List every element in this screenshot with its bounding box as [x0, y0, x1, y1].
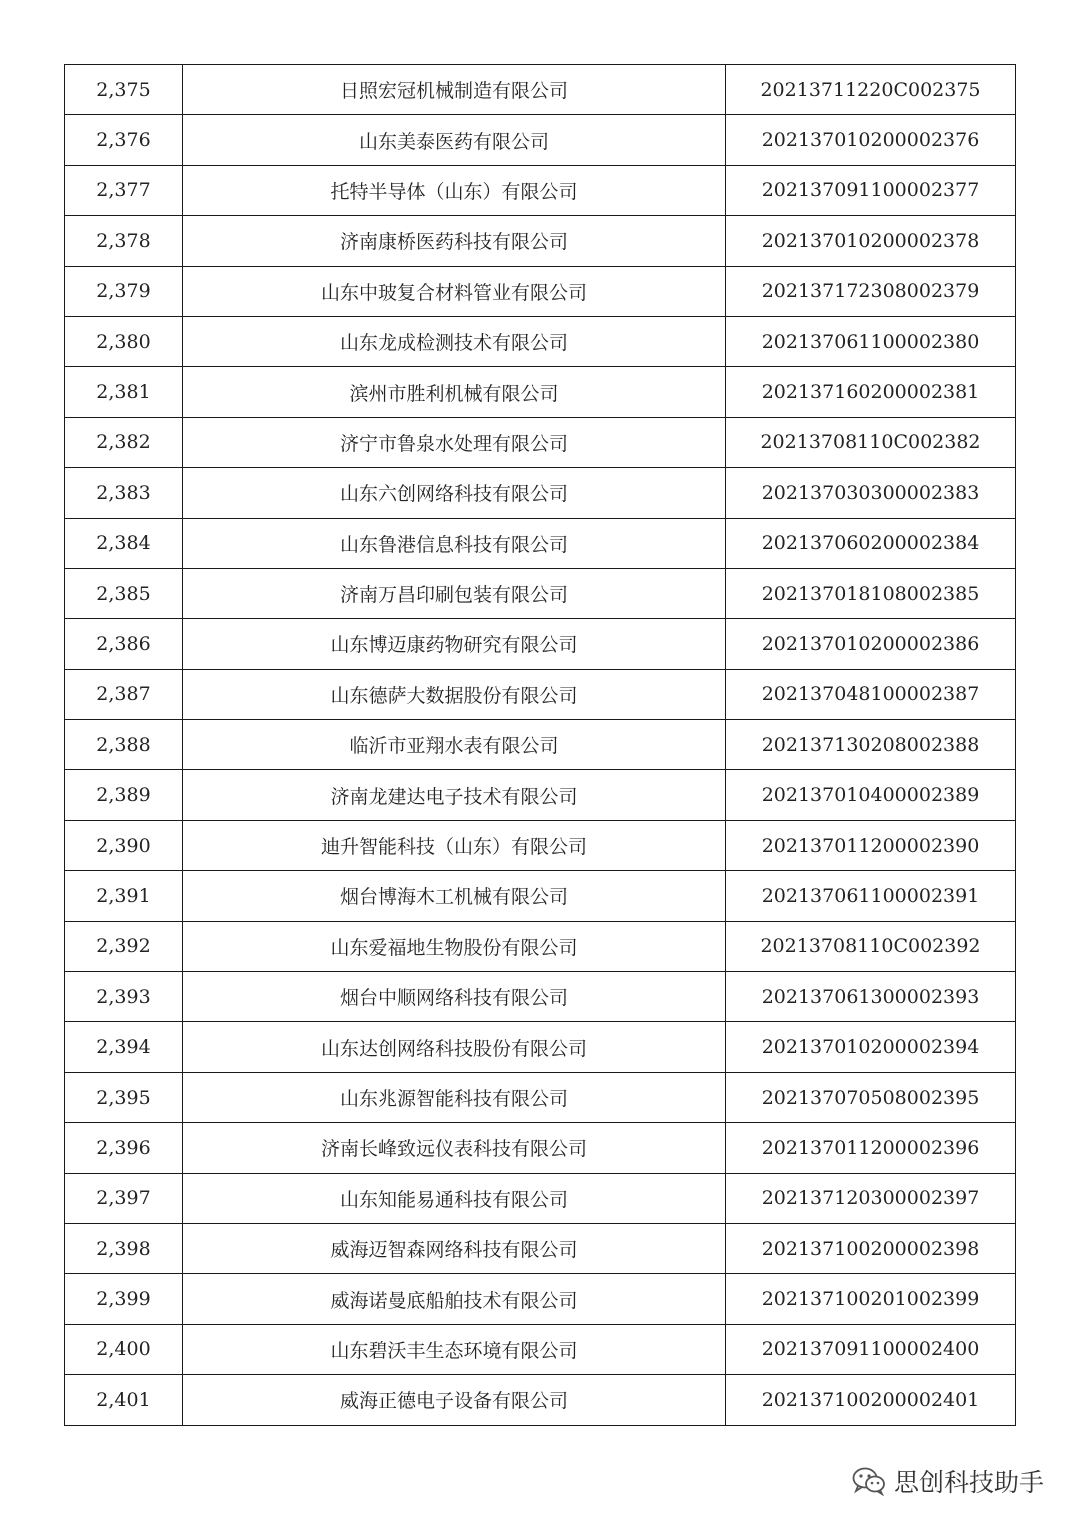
- registration-code-cell: 202137060200002384: [726, 518, 1016, 568]
- seq-cell: 2,375: [65, 65, 183, 115]
- registration-code-cell: 202137018108002385: [726, 568, 1016, 618]
- table-row: [65, 417, 1016, 467]
- registration-code-cell: 202137100200002398: [726, 1223, 1016, 1273]
- registration-code-cell: 202137100200002401: [726, 1375, 1016, 1425]
- company-name-cell: 济南康桥医药科技有限公司: [183, 216, 726, 266]
- seq-cell: 2,381: [65, 367, 183, 417]
- registration-code-cell: 202137011200002396: [726, 1123, 1016, 1173]
- company-name-cell: 山东鲁港信息科技有限公司: [183, 518, 726, 568]
- wechat-watermark: [852, 1463, 1044, 1499]
- company-name-cell: 山东龙成检测技术有限公司: [183, 316, 726, 366]
- seq-cell: 2,394: [65, 1022, 183, 1072]
- seq-cell: 2,391: [65, 871, 183, 921]
- table-row: [65, 720, 1016, 770]
- seq-cell: 2,387: [65, 669, 183, 719]
- company-name-cell: 滨州市胜利机械有限公司: [183, 367, 726, 417]
- registration-code-cell: 202137160200002381: [726, 367, 1016, 417]
- table-row: [65, 1274, 1016, 1324]
- registration-code-cell: 202137010400002389: [726, 770, 1016, 820]
- company-registry-table: [64, 64, 1016, 1426]
- table-row: [65, 518, 1016, 568]
- company-name-cell: 山东爱福地生物股份有限公司: [183, 921, 726, 971]
- company-name-cell: 山东德萨大数据股份有限公司: [183, 669, 726, 719]
- table-row: [65, 1324, 1016, 1374]
- registration-code-cell: 202137070508002395: [726, 1072, 1016, 1122]
- company-name-cell: 山东美泰医药有限公司: [183, 115, 726, 165]
- seq-cell: 2,388: [65, 720, 183, 770]
- company-name-cell: 山东达创网络科技股份有限公司: [183, 1022, 726, 1072]
- registration-code-cell: 202137048100002387: [726, 669, 1016, 719]
- table-row: [65, 820, 1016, 870]
- company-name-cell: 山东知能易通科技有限公司: [183, 1173, 726, 1223]
- company-name-cell: 济南万昌印刷包装有限公司: [183, 568, 726, 618]
- registration-code-cell: 202137120300002397: [726, 1173, 1016, 1223]
- company-name-cell: 托特半导体（山东）有限公司: [183, 165, 726, 215]
- seq-cell: 2,382: [65, 417, 183, 467]
- registration-code-cell: 202137091100002400: [726, 1324, 1016, 1374]
- company-name-cell: 山东六创网络科技有限公司: [183, 468, 726, 518]
- table-row: [65, 1375, 1016, 1425]
- seq-cell: 2,377: [65, 165, 183, 215]
- registration-code-cell: 202137061100002380: [726, 316, 1016, 366]
- company-name-cell: 济南龙建达电子技术有限公司: [183, 770, 726, 820]
- company-name-cell: 烟台博海木工机械有限公司: [183, 871, 726, 921]
- table-row: [65, 669, 1016, 719]
- seq-cell: 2,395: [65, 1072, 183, 1122]
- seq-cell: 2,396: [65, 1123, 183, 1173]
- table-row: [65, 1022, 1016, 1072]
- seq-cell: 2,392: [65, 921, 183, 971]
- table-row: [65, 1173, 1016, 1223]
- table-row: [65, 568, 1016, 618]
- company-name-cell: 日照宏冠机械制造有限公司: [183, 65, 726, 115]
- table-row: [65, 468, 1016, 518]
- registration-code-cell: 202137061100002391: [726, 871, 1016, 921]
- seq-cell: 2,397: [65, 1173, 183, 1223]
- table-row: [65, 115, 1016, 165]
- seq-cell: 2,384: [65, 518, 183, 568]
- seq-cell: 2,400: [65, 1324, 183, 1374]
- wechat-icon: [852, 1466, 886, 1496]
- registration-code-cell: 202137130208002388: [726, 720, 1016, 770]
- table-row: [65, 871, 1016, 921]
- registration-code-cell: 202137010200002386: [726, 619, 1016, 669]
- table-row: [65, 1123, 1016, 1173]
- registration-code-cell: 202137061300002393: [726, 972, 1016, 1022]
- table-row: [65, 921, 1016, 971]
- table-row: [65, 165, 1016, 215]
- seq-cell: 2,399: [65, 1274, 183, 1324]
- registration-code-cell: 202137010200002394: [726, 1022, 1016, 1072]
- seq-cell: 2,389: [65, 770, 183, 820]
- table-body: [65, 65, 1016, 1426]
- seq-cell: 2,393: [65, 972, 183, 1022]
- registration-code-cell: 202137030300002383: [726, 468, 1016, 518]
- registration-code-cell: 202137091100002377: [726, 165, 1016, 215]
- seq-cell: 2,378: [65, 216, 183, 266]
- table-row: [65, 367, 1016, 417]
- company-name-cell: 迪升智能科技（山东）有限公司: [183, 820, 726, 870]
- table-row: [65, 316, 1016, 366]
- seq-cell: 2,379: [65, 266, 183, 316]
- company-name-cell: 烟台中顺网络科技有限公司: [183, 972, 726, 1022]
- company-name-cell: 山东碧沃丰生态环境有限公司: [183, 1324, 726, 1374]
- company-name-cell: 山东兆源智能科技有限公司: [183, 1072, 726, 1122]
- seq-cell: 2,383: [65, 468, 183, 518]
- registration-code-cell: 202137010200002376: [726, 115, 1016, 165]
- registration-code-cell: 20213708110C002382: [726, 417, 1016, 467]
- table-row: [65, 1072, 1016, 1122]
- registration-code-cell: 20213708110C002392: [726, 921, 1016, 971]
- table-row: [65, 65, 1016, 115]
- seq-cell: 2,401: [65, 1375, 183, 1425]
- registration-code-cell: 202137010200002378: [726, 216, 1016, 266]
- table-row: [65, 972, 1016, 1022]
- seq-cell: 2,385: [65, 568, 183, 618]
- company-name-cell: 济宁市鲁泉水处理有限公司: [183, 417, 726, 467]
- seq-cell: 2,398: [65, 1223, 183, 1273]
- registration-code-cell: 202137100201002399: [726, 1274, 1016, 1324]
- table-row: [65, 770, 1016, 820]
- seq-cell: 2,386: [65, 619, 183, 669]
- table-row: [65, 216, 1016, 266]
- company-name-cell: 临沂市亚翔水表有限公司: [183, 720, 726, 770]
- seq-cell: 2,376: [65, 115, 183, 165]
- company-name-cell: 威海诺曼底船舶技术有限公司: [183, 1274, 726, 1324]
- registration-code-cell: 202137172308002379: [726, 266, 1016, 316]
- table-row: [65, 266, 1016, 316]
- registration-code-cell: 202137011200002390: [726, 820, 1016, 870]
- company-name-cell: 山东博迈康药物研究有限公司: [183, 619, 726, 669]
- watermark-text: 思创科技助手: [893, 1468, 1044, 1497]
- table-row: [65, 1223, 1016, 1273]
- company-name-cell: 济南长峰致远仪表科技有限公司: [183, 1123, 726, 1173]
- seq-cell: 2,380: [65, 316, 183, 366]
- company-name-cell: 威海正德电子设备有限公司: [183, 1375, 726, 1425]
- registration-code-cell: 20213711220C002375: [726, 65, 1016, 115]
- company-name-cell: 山东中玻复合材料管业有限公司: [183, 266, 726, 316]
- seq-cell: 2,390: [65, 820, 183, 870]
- table-row: [65, 619, 1016, 669]
- company-name-cell: 威海迈智森网络科技有限公司: [183, 1223, 726, 1273]
